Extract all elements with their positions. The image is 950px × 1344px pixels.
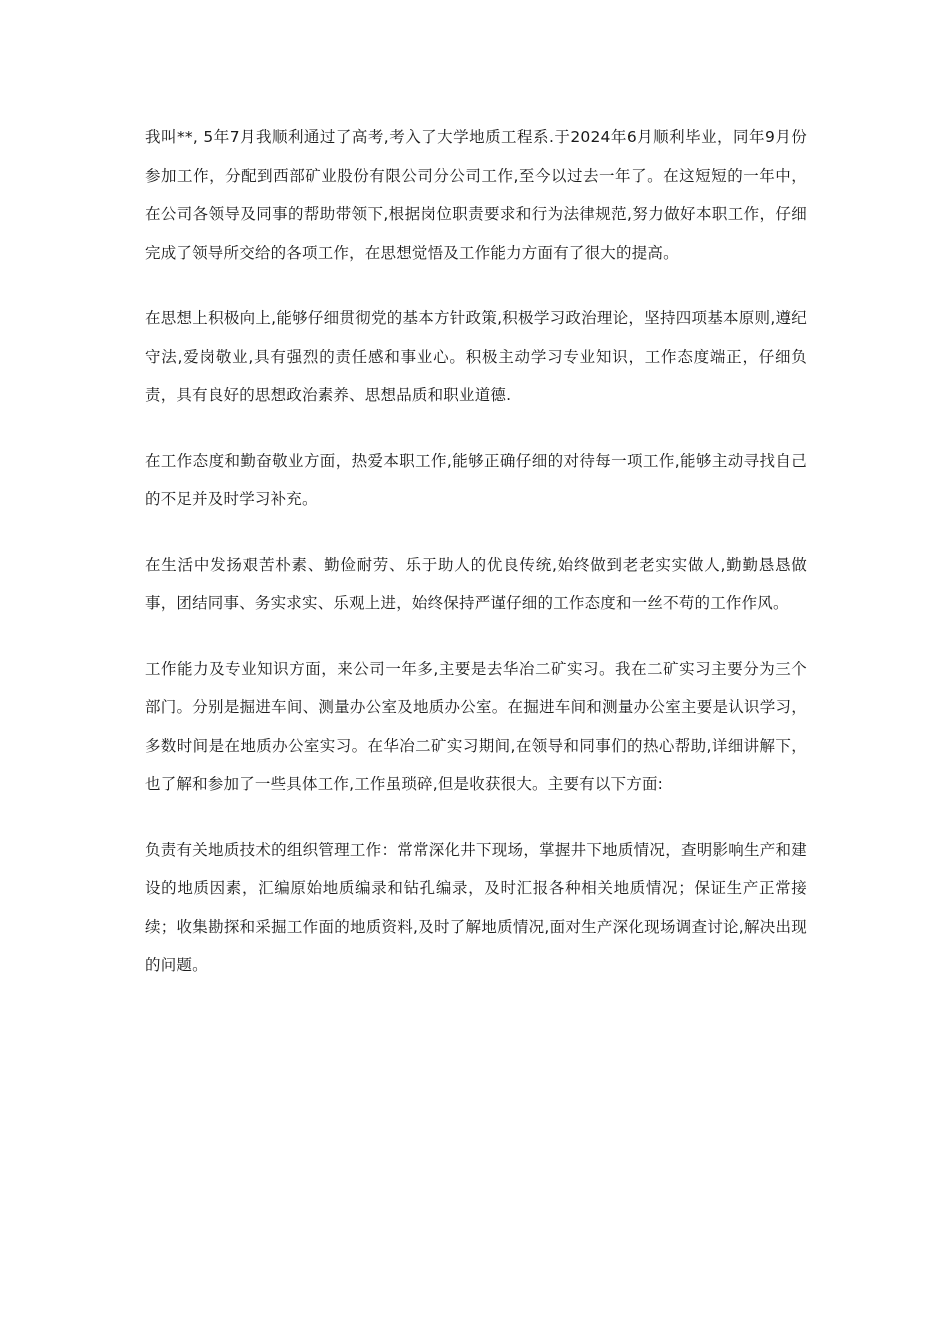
paragraph-intro: 我叫**, 5年7月我顺利通过了高考,考入了大学地质工程系.于2024年6月顺利毕业，同年9月份参加工作，分配到西部矿业股份有限公司分公司工作,至今以过去一年了。在这短短的一年中，在公司各领导及同事的帮助带领下,根据岗位职责要求和行为法律规范,努力做好本职工作，仔细完成了领导所交给的各项工作，在思想觉悟及工作能力方面有了很大的提高。 <box>145 128 807 262</box>
paragraph-geology-management: 负责有关地质技术的组织管理工作：常常深化井下现场，掌握井下地质情况，查明影响生产和建设的地质因素，汇编原始地质编录和钻孔编录，及时汇报各种相关地质情况；保证生产正常接续；收集勘探和采掘工作面的地质资料,及时了解地质情况,面对生产深化现场调查讨论,解决出现的问题。 <box>145 840 807 974</box>
paragraph-ideology: 在思想上积极向上,能够仔细贯彻党的基本方针政策,积极学习政治理论，坚持四项基本原则,遵纪守法,爱岗敬业,具有强烈的责任感和事业心。积极主动学习专业知识，工作态度端正，仔细负责，具有良好的思想政治素养、思想品质和职业道德. <box>145 309 807 404</box>
document-body <box>145 118 807 1012</box>
paragraph-work-attitude: 在工作态度和勤奋敬业方面，热爱本职工作,能够正确仔细的对待每一项工作,能够主动寻找自己的不足并及时学习补充。 <box>145 451 807 508</box>
paragraph-life: 在生活中发扬艰苦朴素、勤俭耐劳、乐于助人的优良传统,始终做到老老实实做人,勤勤恳恳做事，团结同事、务实求实、乐观上进，始终保持严谨仔细的工作态度和一丝不苟的工作作风。 <box>145 555 807 612</box>
paragraph-work-ability: 工作能力及专业知识方面，来公司一年多,主要是去华冶二矿实习。我在二矿实习主要分为三个部门。分别是掘进车间、测量办公室及地质办公室。在掘进车间和测量办公室主要是认识学习，多数时间是在地质办公室实习。在华冶二矿实习期间,在领导和同事们的热心帮助,详细讲解下，也了解和参加了一些具体工作,工作虽琐碎,但是收获很大。主要有以下方面: <box>145 659 807 793</box>
